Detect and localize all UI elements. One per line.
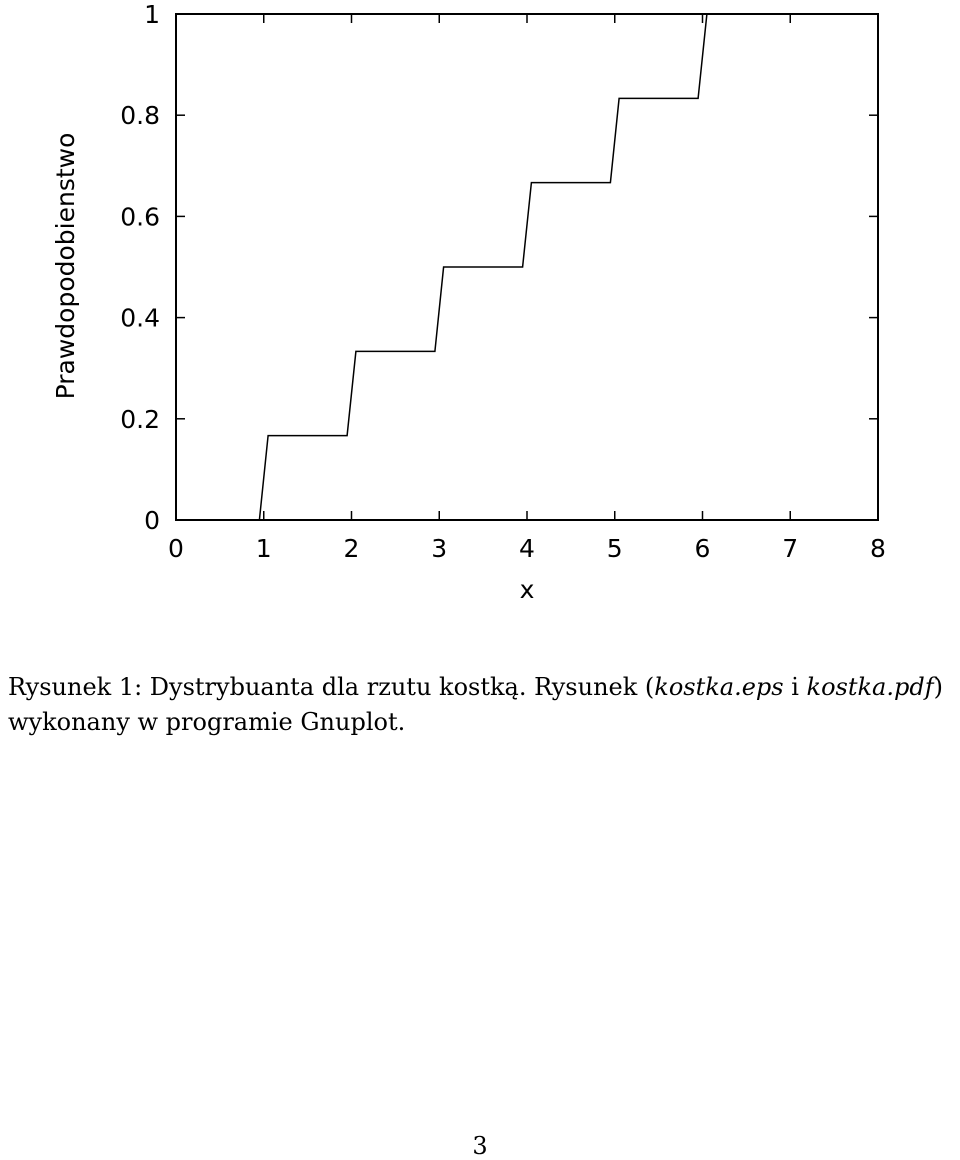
x-axis-title: x — [519, 575, 535, 604]
caption-text-start: Rysunek 1: Dystrybuanta dla rzutu kostką. Rysunek ( — [8, 673, 655, 701]
axis-ticks — [176, 14, 878, 520]
x-tick-label: 1 — [255, 534, 272, 563]
x-tick-label: 4 — [519, 534, 535, 563]
x-tick-label: 6 — [694, 534, 711, 563]
y-tick-label: 0.6 — [120, 202, 160, 232]
x-tick-label: 8 — [870, 534, 886, 563]
y-tick-label: 0 — [144, 506, 160, 535]
y-tick-label: 0.2 — [120, 404, 160, 434]
figure-caption — [8, 670, 958, 740]
y-axis-title: Prawdopodobienstwo — [51, 132, 80, 400]
x-tick-labels — [168, 534, 886, 563]
x-tick-label: 3 — [431, 534, 448, 563]
y-tick-labels — [120, 0, 160, 535]
caption-line-2: wykonany w programie Gnuplot. — [8, 708, 406, 736]
x-tick-label: 0 — [168, 534, 184, 563]
caption-connector: i — [783, 673, 807, 701]
y-tick-label: 0.8 — [120, 101, 160, 131]
page-number: 3 — [472, 1132, 488, 1160]
plot-frame — [176, 14, 878, 520]
y-tick-label: 0.4 — [120, 303, 160, 333]
caption-file-eps: kostka.eps — [654, 673, 784, 701]
caption-file-pdf: kostka.pdf — [806, 673, 934, 701]
y-tick-label: 1 — [144, 0, 160, 29]
caption-text-end: ) — [933, 673, 943, 701]
x-tick-label: 5 — [606, 534, 623, 563]
series-line — [259, 14, 707, 520]
x-tick-label: 2 — [343, 534, 360, 563]
caption-line-1 — [8, 670, 958, 705]
x-tick-label: 7 — [782, 534, 799, 563]
